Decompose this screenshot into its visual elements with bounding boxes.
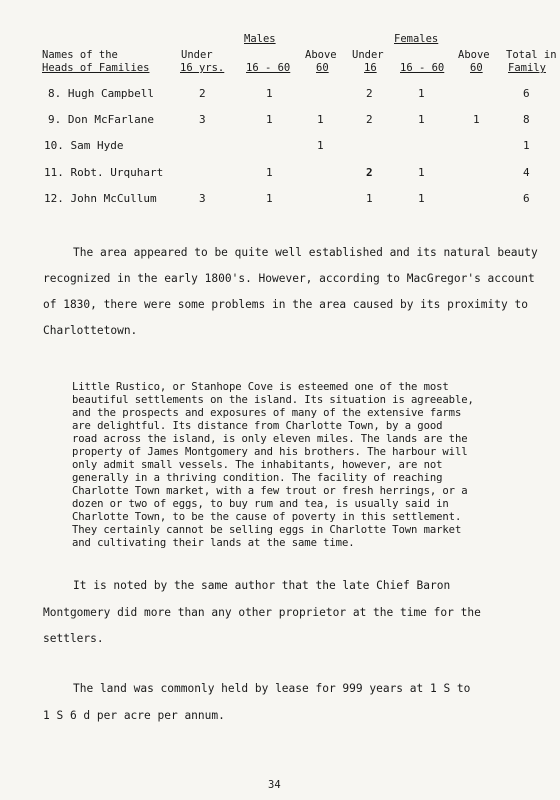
- header-f-16-60: 16 - 60: [400, 62, 445, 74]
- cell-f-under16: 2: [366, 166, 373, 179]
- paragraph-line: The land was commonly held by lease for 999 years at 1 S to: [73, 682, 471, 695]
- header-total-line1: Total in: [506, 49, 557, 61]
- cell-f-under16: 2: [366, 87, 373, 100]
- paragraph-line: 1 S 6 d per acre per annum.: [43, 709, 225, 722]
- cell-total: 8: [523, 113, 530, 126]
- header-f-under-line1: Under: [352, 49, 384, 61]
- paragraph-line: It is noted by the same author that the late Chief Baron: [73, 579, 451, 592]
- cell-total: 1: [523, 139, 530, 152]
- cell-total: 6: [523, 87, 530, 100]
- header-total-line2: Family: [508, 62, 546, 74]
- cell-m-16-60: 1: [266, 113, 273, 126]
- quote-line: Charlotte Town market, with a few trout or fresh herrings, or a: [72, 485, 468, 497]
- quote-line: They certainly cannot be selling eggs in Charlotte Town market: [72, 524, 462, 536]
- quote-line: Little Rustico, or Stanhope Cove is esteemed one of the most: [72, 381, 449, 393]
- paragraph-line: The area appeared to be quite well established and its natural beauty: [73, 246, 538, 259]
- header-names-line1: Names of the: [42, 49, 118, 61]
- cell-f-16-60: 1: [418, 87, 425, 100]
- header-names-line2: Heads of Families: [42, 62, 150, 74]
- cell-total: 6: [523, 192, 530, 205]
- cell-f-16-60: 1: [418, 192, 425, 205]
- cell-name: 12. John McCullum: [44, 192, 157, 205]
- page-number: 34: [268, 779, 281, 791]
- header-m-under16-line2: 16 yrs.: [180, 62, 225, 74]
- paragraph-line: recognized in the early 1800's. However, according to MacGregor's account: [43, 272, 535, 285]
- quote-line: property of James Montgomery and his brothers. The harbour will: [72, 446, 468, 458]
- cell-f-16-60: 1: [418, 113, 425, 126]
- cell-name: 8. Hugh Campbell: [48, 87, 154, 100]
- header-m-16-60: 16 - 60: [246, 62, 291, 74]
- quote-line: only admit small vessels. The inhabitants, however, are not: [72, 459, 443, 471]
- cell-m-16-60: 1: [266, 192, 273, 205]
- header-f-above-line2: 60: [470, 62, 483, 74]
- cell-m-under16: 2: [199, 87, 206, 100]
- quote-line: are delightful. Its distance from Charlotte Town, by a good: [72, 420, 443, 432]
- group-header-males: Males: [244, 33, 276, 45]
- quote-line: and the prospects and exposures of many of the extensive farms: [72, 407, 462, 419]
- quote-line: dozen or two of eggs, to buy rum and tea, is usually said in: [72, 498, 449, 510]
- cell-name: 9. Don McFarlane: [48, 113, 154, 126]
- quote-line: and cultivating their lands at the same time.: [72, 537, 355, 549]
- header-m-under16-line1: Under: [181, 49, 213, 61]
- header-f-under-line2: 16: [364, 62, 377, 74]
- quote-line: Charlotte Town, to be the cause of poverty in this settlement.: [72, 511, 462, 523]
- cell-name: 11. Robt. Urquhart: [44, 166, 164, 179]
- header-f-above-line1: Above: [458, 49, 490, 61]
- cell-m-16-60: 1: [266, 87, 273, 100]
- cell-f-above60: 1: [473, 113, 480, 126]
- quote-line: road across the island, is only eleven miles. The lands are the: [72, 433, 468, 445]
- header-m-above-line1: Above: [305, 49, 337, 61]
- cell-m-under16: 3: [199, 192, 206, 205]
- paragraph-line: Montgomery did more than any other proprietor at the time for the: [43, 606, 481, 619]
- cell-m-under16: 3: [199, 113, 206, 126]
- quote-line: generally in a thriving condition. The facility of reaching: [72, 472, 443, 484]
- cell-f-under16: 1: [366, 192, 373, 205]
- header-m-above-line2: 60: [316, 62, 329, 74]
- cell-m-16-60: 1: [266, 166, 273, 179]
- paragraph-line: of 1830, there were some problems in the area caused by its proximity to: [43, 298, 528, 311]
- quote-line: beautiful settlements on the island. Its situation is agreeable,: [72, 394, 474, 406]
- cell-name: 10. Sam Hyde: [44, 139, 124, 152]
- cell-total: 4: [523, 166, 530, 179]
- cell-m-above60: 1: [317, 113, 324, 126]
- cell-f-under16: 2: [366, 113, 373, 126]
- bleed-through-texture: [340, 58, 346, 69]
- paragraph-line: Charlottetown.: [43, 324, 138, 337]
- cell-m-above60: 1: [317, 139, 324, 152]
- group-header-females: Females: [394, 33, 439, 45]
- cell-f-16-60: 1: [418, 166, 425, 179]
- paragraph-line: settlers.: [43, 632, 104, 645]
